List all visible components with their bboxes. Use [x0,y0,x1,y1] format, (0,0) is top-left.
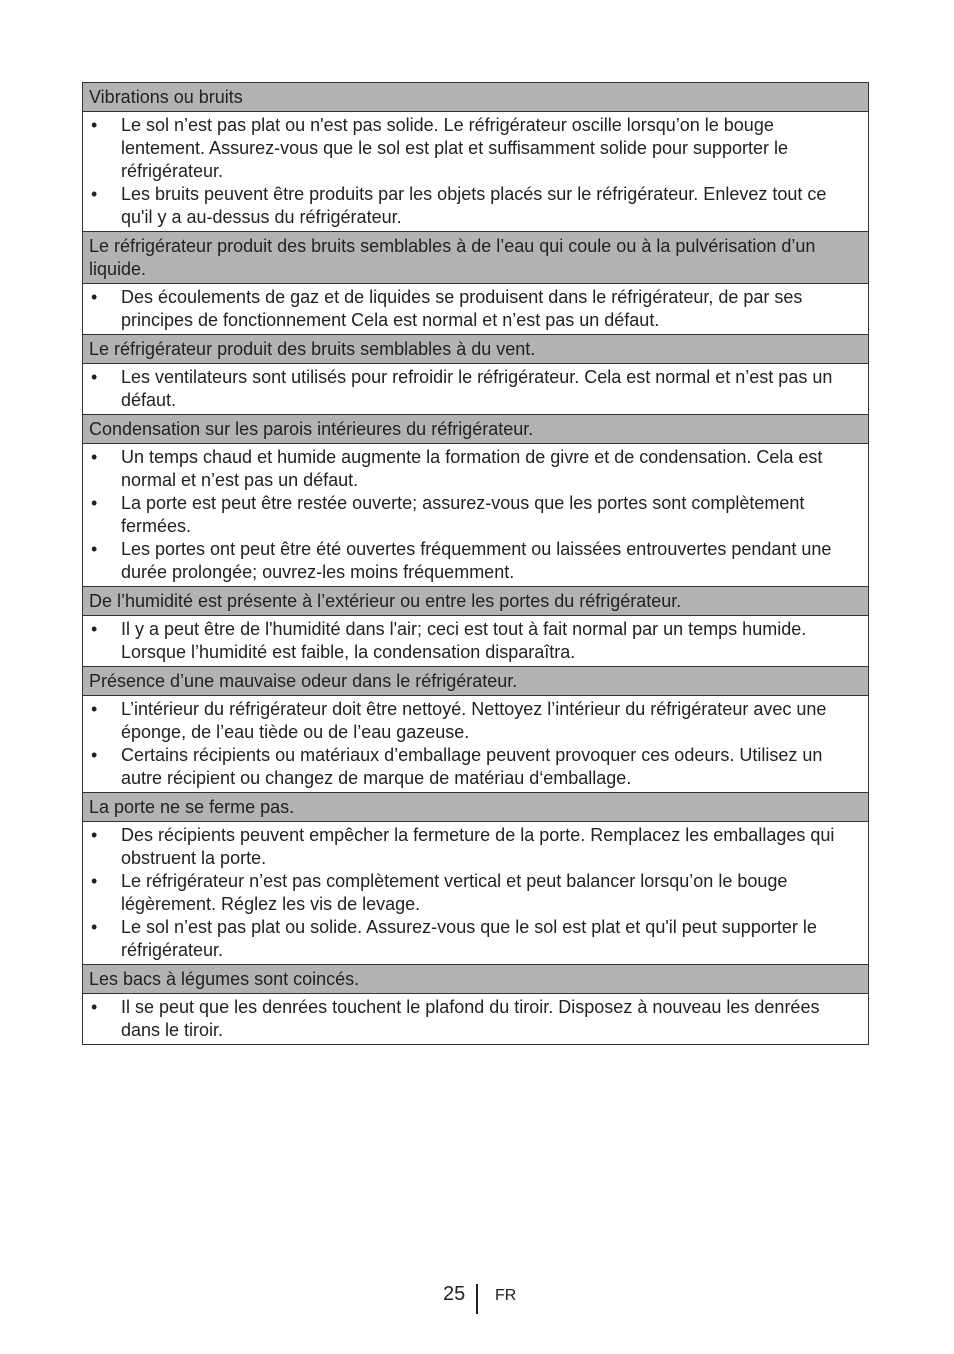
bullet-icon: • [91,917,98,937]
list-item [83,870,860,916]
table-section [83,415,868,587]
list-item [83,916,860,962]
section-heading: Condensation sur les parois intérieures du réfrigérateur. [83,415,868,444]
bullet-icon: • [91,825,98,845]
bullet-icon: • [91,871,98,891]
section-heading: Présence d’une mauvaise odeur dans le réfrigérateur. [83,667,868,696]
bullet-icon: • [91,184,98,204]
bullet-icon: • [91,539,98,559]
section-heading: Vibrations ou bruits [83,83,868,112]
list-item-text: Les ventilateurs sont utilisés pour refroidir le réfrigérateur. Cela est normal et n’est pas un défaut. [121,367,833,410]
section-heading: Le réfrigérateur produit des bruits semblables à du vent. [83,335,868,364]
list-item [83,114,860,183]
list-item-text: Le réfrigérateur n’est pas complètement vertical et peut balancer lorsqu’on le bouge légèrement. Réglez les vis de levage. [121,871,788,914]
page-footer [0,1280,954,1316]
list-item-text: Des récipients peuvent empêcher la fermeture de la porte. Remplacez les emballages qui obstruent la porte. [121,825,835,868]
section-body [83,822,868,965]
list-item [83,618,860,664]
bullet-icon: • [91,287,98,307]
list-item-text: Le sol n’est pas plat ou solide. Assurez-vous que le sol est plat et qu'il peut supporter le réfrigérateur. [121,917,817,960]
list-item-text: La porte est peut être restée ouverte; assurez-vous que les portes sont complètement fermées. [121,493,805,536]
table-section [83,667,868,793]
section-heading: La porte ne se ferme pas. [83,793,868,822]
bullet-icon: • [91,493,98,513]
bullet-icon: • [91,745,98,765]
table-section [83,232,868,335]
list-item [83,183,860,229]
section-heading: Le réfrigérateur produit des bruits semblables à de l’eau qui coule ou à la pulvérisation d’un liquide. [83,232,868,284]
list-item-text: Certains récipients ou matériaux d’emballage peuvent provoquer ces odeurs. Utilisez un autre récipient ou changez de marque de matériau d‘emballage. [121,745,823,788]
bullet-icon: • [91,997,98,1017]
list-item [83,824,860,870]
table-section [83,965,868,1044]
footer-divider [476,1284,478,1314]
list-item [83,744,860,790]
list-item [83,492,860,538]
table-section [83,587,868,667]
bullet-icon: • [91,447,98,467]
list-item [83,366,860,412]
list-item [83,698,860,744]
list-item-text: Les bruits peuvent être produits par les objets placés sur le réfrigérateur. Enlevez tout ce qu'il y a au-dessus du réfrigérateur. [121,184,827,227]
bullet-icon: • [91,115,98,135]
list-item [83,538,860,584]
list-item-text: Il se peut que les denrées touchent le plafond du tiroir. Disposez à nouveau les denrées dans le tiroir. [121,997,820,1040]
bullet-icon: • [91,699,98,719]
section-heading: Les bacs à légumes sont coincés. [83,965,868,994]
language-code: FR [495,1287,517,1304]
list-item [83,286,860,332]
section-body [83,444,868,587]
list-item-text: L’intérieur du réfrigérateur doit être nettoyé. Nettoyez l’intérieur du réfrigérateur avec une éponge, de l’eau tiède ou de l’eau gazeuse. [121,699,827,742]
section-body [83,616,868,667]
section-body [83,696,868,793]
table-section [83,83,868,232]
list-item-text: Un temps chaud et humide augmente la formation de givre et de condensation. Cela est normal et n’est pas un défaut. [121,447,823,490]
table-section [83,335,868,415]
list-item-text: Il y a peut être de l'humidité dans l'air; ceci est tout à fait normal par un temps humide. Lorsque l’humidité est faible, la condensation disparaîtra. [121,619,807,662]
section-body [83,112,868,232]
section-heading: De l’humidité est présente à l’extérieur ou entre les portes du réfrigérateur. [83,587,868,616]
list-item [83,446,860,492]
section-body [83,364,868,415]
table-section [83,793,868,965]
page-number: 25 [443,1283,466,1305]
section-body [83,994,868,1044]
list-item-text: Des écoulements de gaz et de liquides se produisent dans le réfrigérateur, de par ses principes de fonctionnement Cela est normal et n’est pas un défaut. [121,287,803,330]
list-item [83,996,860,1042]
section-body [83,284,868,335]
bullet-icon: • [91,367,98,387]
list-item-text: Les portes ont peut être été ouvertes fréquemment ou laissées entrouvertes pendant une durée prolongée; ouvrez-les moins fréquemment. [121,539,832,582]
bullet-icon: • [91,619,98,639]
list-item-text: Le sol n’est pas plat ou n'est pas solide. Le réfrigérateur oscille lorsqu’on le bouge lentement. Assurez-vous que le sol est plat et suffisamment solide pour supporter le réfrigérateur. [121,115,789,181]
troubleshooting-table [82,82,869,1045]
